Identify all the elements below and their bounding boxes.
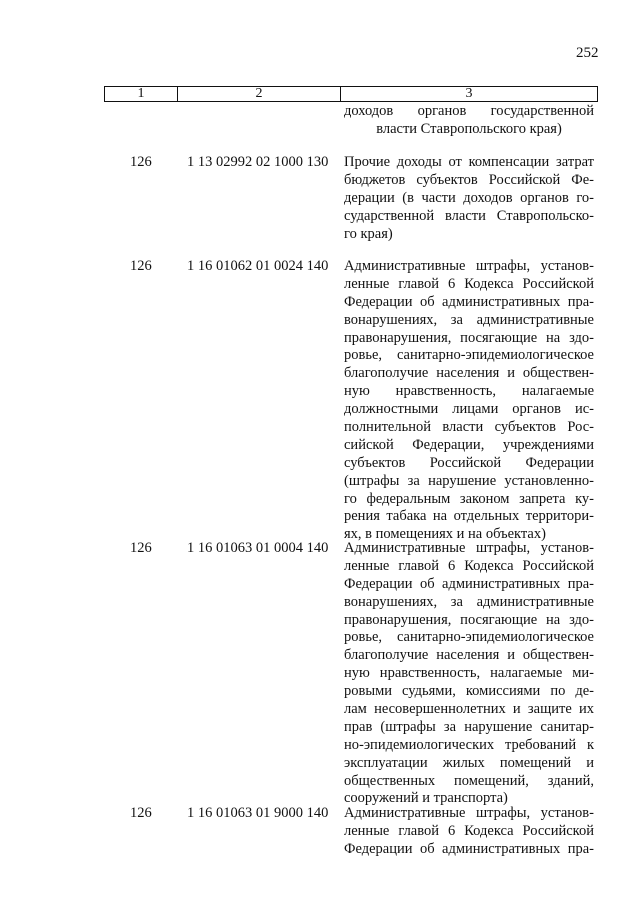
- description-line: го федеральным законом запрета ку-: [344, 490, 594, 507]
- row-description: [344, 154, 594, 243]
- budget-classification-code: 1 16 01062 01 0024 140: [187, 258, 329, 274]
- description-line: Административные штрафы, установ-: [344, 258, 594, 274]
- description-line: полнительной власти субъектов Рос-: [344, 419, 594, 436]
- description-line: сийской Федерации, учреждениями: [344, 436, 594, 453]
- description-line: но-эпидемиологических требований к: [344, 736, 594, 753]
- description-line: ровыми судьями, комиссиями по де-: [344, 683, 594, 700]
- description-line: Административные штрафы, установ-: [344, 540, 594, 556]
- budget-classification-code: 1 16 01063 01 0004 140: [187, 540, 329, 556]
- description-line: дерации (в части доходов органов го-: [344, 189, 594, 206]
- row-description: [344, 258, 594, 544]
- description-line: Федерации об административных пра-: [344, 840, 594, 857]
- description-line: лам несовершеннолетних и защите их: [344, 701, 594, 718]
- header-col-2: 2: [178, 87, 341, 101]
- description-line: должностными лицами органов ис-: [344, 401, 594, 418]
- description-line: вонарушениях, за административные: [344, 311, 594, 328]
- admin-code: 126: [130, 154, 152, 170]
- description-line: правонарушения, посягающие на здо-: [344, 611, 594, 628]
- description-line: ленные главой 6 Кодекса Российской: [344, 557, 594, 574]
- description-line: сооружений и транспорта): [344, 790, 508, 807]
- description-line: эксплуатации жилых помещений и: [344, 754, 594, 771]
- description-line: Прочие доходы от компенсации затрат: [344, 154, 594, 170]
- description-line: ровье, санитарно-эпидемиологическое: [344, 347, 594, 364]
- table-header: [104, 86, 598, 102]
- row-description: [344, 805, 594, 859]
- description-line: доходов органов государственной: [344, 103, 594, 119]
- description-line: ленные главой 6 Кодекса Российской: [344, 275, 594, 292]
- description-line: Федерации об административных пра-: [344, 575, 594, 592]
- description-line: субъектов Российской Федерации: [344, 454, 594, 471]
- row-description: [344, 540, 594, 808]
- description-line: ях, в помещениях и на объектах): [344, 526, 546, 543]
- description-line: правонарушения, посягающие на здо-: [344, 329, 594, 346]
- description-line: Административные штрафы, установ-: [344, 805, 594, 821]
- admin-code: 126: [130, 540, 152, 556]
- description-line: ленные главой 6 Кодекса Российской: [344, 822, 594, 839]
- budget-classification-code: 1 16 01063 01 9000 140: [187, 805, 329, 821]
- budget-classification-code: 1 13 02992 02 1000 130: [187, 154, 329, 170]
- description-line: власти Ставропольского края): [376, 120, 562, 137]
- continuation-description: [344, 103, 594, 139]
- description-line: ровье, санитарно-эпидемиологическое: [344, 629, 594, 646]
- page-number: 252: [576, 45, 599, 61]
- admin-code: 126: [130, 258, 152, 274]
- description-line: ную нравственность, налагаемые ми-: [344, 665, 594, 682]
- description-line: (штрафы за нарушение установленно-: [344, 472, 594, 489]
- description-line: благополучие населения и обществен-: [344, 365, 594, 382]
- description-line: прав (штрафы за нарушение санитар-: [344, 718, 594, 735]
- header-col-1: 1: [105, 87, 178, 101]
- description-line: го края): [344, 225, 393, 242]
- admin-code: 126: [130, 805, 152, 821]
- description-line: бюджетов субъектов Российской Фе-: [344, 171, 594, 188]
- description-line: Федерации об административных пра-: [344, 293, 594, 310]
- description-line: рения табака на отдельных территори-: [344, 508, 594, 525]
- description-line: сударственной власти Ставропольско-: [344, 207, 594, 224]
- description-line: ную нравственность, налагаемые: [344, 383, 594, 400]
- description-line: вонарушениях, за административные: [344, 593, 594, 610]
- description-line: благополучие населения и обществен-: [344, 647, 594, 664]
- description-line: общественных помещений, зданий,: [344, 772, 594, 789]
- header-col-3: 3: [465, 86, 473, 101]
